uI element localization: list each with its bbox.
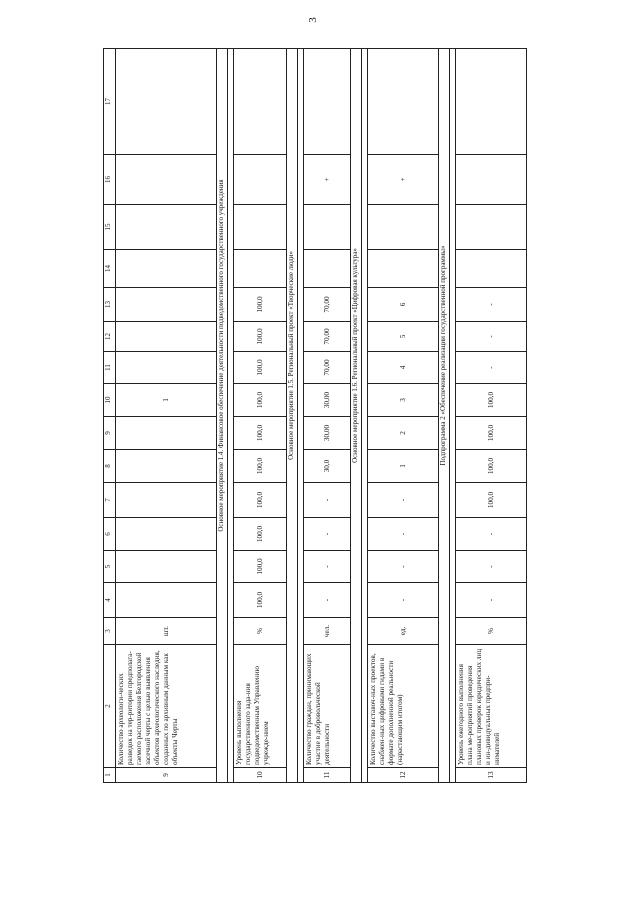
section-row [287,49,298,783]
table-row [456,49,527,783]
header-cell: 10 [104,384,116,417]
header-cell: 3 [104,618,116,645]
value-cell: 30,0 [304,450,351,483]
row-number: 12 [368,768,439,783]
indicator-name: Количество граждан, принимающих участие в добровольческой деятельности [304,645,351,768]
section-title: Основное мероприятие 1.5. Региональный проект «Творческие люди» [287,49,298,783]
value-cell [116,417,217,450]
value-cell: - [304,518,351,551]
value-cell [368,205,439,250]
value-cell: - [304,483,351,518]
value-cell [116,155,217,205]
section-title: Подпрограмма 2 «Обеспечение реализации государственной программы» [439,49,450,783]
section-title: Основное мероприятие 1.4. Финансовое обеспечение деятельности подведомственного государственного учреждения [217,49,228,783]
value-cell: 100,0 [234,417,287,450]
header-cell: 11 [104,352,116,384]
unit-cell: чел. [304,618,351,645]
indicator-name: Количество археологи-ческих разведок на тер-ритории предполага-гаемого расположения Белгородской засечной черты с целью выявления объектов археологического наследия, созданных по архивным данным как объекты Черты [116,645,217,768]
value-cell: 100,0 [234,322,287,352]
value-cell [304,250,351,288]
value-cell: 1 [116,384,217,417]
value-cell [116,352,217,384]
header-cell: 8 [104,450,116,483]
section-row [217,49,228,783]
value-cell: - [456,322,527,352]
value-cell: 100,0 [234,384,287,417]
value-cell: - [456,518,527,551]
value-cell: 5 [368,322,439,352]
indicators-table [103,48,527,783]
unit-cell: % [234,618,287,645]
header-cell: 7 [104,483,116,518]
header-cell: 9 [104,417,116,450]
value-cell: 6 [368,288,439,322]
value-cell: 1 [368,450,439,483]
unit-cell: шт. [116,618,217,645]
header-cell: 12 [104,322,116,352]
unit-cell: ед. [368,618,439,645]
value-cell [116,518,217,551]
value-cell [456,155,527,205]
value-cell: + [368,155,439,205]
table-row [116,49,217,783]
rotated-table-inner [103,59,533,783]
value-cell: - [456,551,527,583]
value-cell: 30,00 [304,384,351,417]
value-cell [456,250,527,288]
value-cell: - [456,288,527,322]
value-cell [116,322,217,352]
header-cell: 14 [104,250,116,288]
row-number: 9 [116,768,217,783]
value-cell: 100,0 [234,352,287,384]
value-cell [234,205,287,250]
value-cell [116,583,217,618]
section-title: Основное мероприятие 1.6. Региональный проект «Цифровая культура» [351,49,362,783]
value-cell: - [456,352,527,384]
value-cell: 100,0 [456,450,527,483]
indicator-name: Количество выставоч-ных проектов, снабжен-ных цифровыми гидами в формате дополненной реальности (нарастающим итогом) [368,645,439,768]
table-row [368,49,439,783]
row-number: 13 [456,768,527,783]
value-cell: 70,00 [304,352,351,384]
value-cell [234,49,287,155]
value-cell [116,483,217,518]
value-cell [456,205,527,250]
value-cell: 100,0 [234,483,287,518]
value-cell [304,49,351,155]
row-number: 11 [304,768,351,783]
value-cell: 100,0 [234,450,287,483]
value-cell: 100,0 [234,583,287,618]
value-cell [116,450,217,483]
header-cell: 16 [104,155,116,205]
value-cell [116,250,217,288]
header-row [104,49,116,783]
header-cell: 6 [104,518,116,551]
value-cell: 100,0 [456,483,527,518]
value-cell [116,49,217,155]
value-cell [234,155,287,205]
indicator-name: Уровень ежегодного выполнения плана ме-роприятий проведения плановых проверок юридических лиц и ин-дивидуальных предпри-нимателей [456,645,527,768]
value-cell [234,250,287,288]
value-cell [116,205,217,250]
value-cell: 100,0 [456,417,527,450]
value-cell: - [304,583,351,618]
rotated-table-area [103,59,533,783]
value-cell: 100,0 [456,384,527,417]
header-cell: 4 [104,583,116,618]
value-cell: - [368,518,439,551]
value-cell: - [368,483,439,518]
header-cell: 17 [104,49,116,155]
value-cell [368,250,439,288]
indicator-name: Уровень выполнения государственного зада-ния подведомственным Управлению учрежде-нием [234,645,287,768]
value-cell: - [456,583,527,618]
section-row [351,49,362,783]
header-cell: 2 [104,645,116,768]
value-cell: 2 [368,417,439,450]
value-cell: 4 [368,352,439,384]
value-cell: - [368,551,439,583]
value-cell [456,49,527,155]
value-cell [116,551,217,583]
value-cell: - [304,551,351,583]
value-cell: 100,0 [234,288,287,322]
value-cell [304,205,351,250]
header-cell: 1 [104,768,116,783]
value-cell: - [368,583,439,618]
value-cell [116,288,217,322]
value-cell: 100,0 [234,551,287,583]
section-row [439,49,450,783]
page-number: 3 [306,17,319,23]
value-cell: + [304,155,351,205]
row-number: 10 [234,768,287,783]
value-cell [368,49,439,155]
unit-cell: % [456,618,527,645]
header-cell: 5 [104,551,116,583]
value-cell: 100,0 [234,518,287,551]
value-cell: 70,00 [304,288,351,322]
table-row [234,49,287,783]
value-cell: 30,00 [304,417,351,450]
value-cell: 70,00 [304,322,351,352]
header-cell: 13 [104,288,116,322]
value-cell: 3 [368,384,439,417]
table-row [304,49,351,783]
header-cell: 15 [104,205,116,250]
